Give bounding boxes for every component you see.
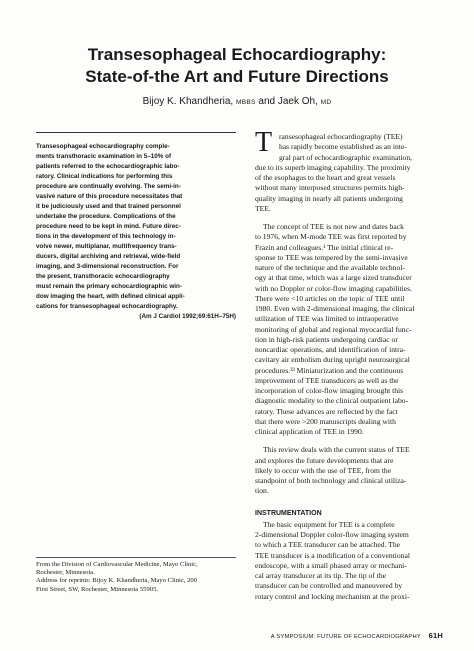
abstract-line: dow imaging the heart, with defined clinical appli- (36, 293, 185, 300)
footnote-line: First Street, SW, Rochester, Minnesota 55905. (36, 585, 159, 593)
running-footer (265, 631, 443, 640)
text-line: incorporation of color-flow imaging brought this (255, 386, 404, 395)
text-line: standpoint of both technology and clinical utiliza- (255, 476, 407, 485)
paragraph-2 (255, 222, 443, 437)
affiliation-text (36, 561, 236, 577)
text-line: TEE. (255, 203, 271, 213)
text-line: nature of the technique and the available technol- (255, 263, 405, 272)
text-line: without many interposed structures permits high- (255, 183, 405, 193)
text-line: Frazin and colleagues.¹ The initial clinical re- (255, 242, 394, 252)
paragraph-3 (255, 445, 443, 496)
text-line: due to its superb imaging capability. The proximity (255, 162, 411, 172)
text-line: TEE transducer is a modification of a conventional (255, 550, 410, 560)
text-line: rotary control and locking mechanism at the proxi- (255, 591, 410, 601)
reprint-address (36, 577, 236, 593)
text-line: utilization of TEE was limited to intraoperative (255, 314, 399, 324)
text-line: procedures.²³ Miniaturization and the continuous (255, 365, 404, 375)
text-line: that there were >200 manuscripts dealing with (255, 416, 396, 426)
text-line: monitoring of global and regional myocardial func- (255, 324, 412, 334)
abstract-line: ratory. Clinical indications for performing this (36, 173, 173, 180)
section-heading: INSTRUMENTATION (255, 509, 322, 517)
text-line: of the esophagus to the heart and great vessels (255, 173, 396, 182)
abstract-line: procedure are continually evolving. The semi-in- (36, 183, 181, 190)
abstract-line: ments transthoracic examination in 5–10% of (36, 153, 172, 160)
text-line: with no Doppler or color-flow imaging capabilities. (255, 283, 412, 293)
author-2: and Jaek Oh, (258, 96, 318, 107)
abstract-line: volve newer, multiplanar, multifrequency trans- (36, 243, 177, 250)
opening-paragraph (255, 127, 443, 214)
text-line: ransesophageal echocardiography (TEE) (279, 132, 403, 141)
text-line: endoscope, with a small phased array or mechani- (255, 560, 407, 570)
paragraph-1 (255, 163, 443, 214)
title-line-2: State-of-the Art and Future Directions (85, 67, 389, 86)
text-line: The concept of TEE is not new and dates back (263, 222, 404, 231)
text-line: There were <10 articles on the topic of TEE until (255, 293, 405, 303)
abstract-line: patients referred to the echocardiographic labo- (36, 163, 180, 170)
abstract-line: procedure need to be kept in mind. Future direc- (36, 223, 181, 230)
drop-cap: T (255, 127, 273, 158)
abstract-line: Transesophageal echocardiography comple- (36, 143, 170, 150)
text-line: quality imaging in nearly all patients undergoing (255, 193, 403, 203)
author-line (40, 96, 434, 107)
text-line: has rapidly become established as an inte- (279, 142, 407, 152)
author-1: Bijoy K. Khandheria, (142, 96, 234, 107)
author-1-degree: MBBS (236, 99, 256, 106)
text-line: The basic equipment for TEE is a complete (263, 519, 395, 529)
abstract-line: ducers, digital archiving and retrieval, wide-field (36, 253, 181, 260)
text-line: transducer can be controlled and maneuvered by (255, 581, 403, 591)
text-line: to 1976, when M-mode TEE was first reported by (255, 232, 407, 242)
text-line: 2-dimensional Doppler color-flow imaging system (255, 530, 409, 539)
text-line: 1980. Even with 2-dimensional imaging, the clinical (255, 304, 415, 313)
text-line: gral part of echocardiographic examination, (279, 152, 413, 162)
text-line: likely to occur with the use of TEE, from the (255, 465, 392, 475)
abstract-line: cations for transesophageal echocardiography. (36, 303, 178, 310)
abstract-line: undertake the procedure. Complications of the (36, 213, 176, 220)
footnote-line: Rochester, Minnesota. (36, 569, 95, 577)
text-line: clinical application of TEE in 1990. (255, 427, 364, 436)
text-line: tion. (255, 486, 269, 496)
journal-section: A SYMPOSIUM: FUTURE OF ECHOCARDIOGRAPHY (270, 634, 421, 640)
body-column (255, 127, 443, 602)
footnote-line: Address for reprints: Bijoy K. Khandheria, Mayo Clinic, 200 (36, 577, 197, 585)
article-title (40, 44, 434, 88)
text-line: tion in high-risk patients undergoing cardiac or (255, 334, 398, 344)
text-line: and explores the future developments that are (255, 455, 394, 465)
page-number: 61H (428, 631, 443, 640)
text-line: ratory. These advances are reflected by the fact (255, 406, 398, 416)
footnote-line: From the Division of Cardiovascular Medicine, Mayo Clinic, (36, 561, 198, 568)
affiliation-footnote (36, 557, 236, 594)
text-line: to which a TEE transducer can be attached. The (255, 540, 400, 550)
drop-cap-lines (255, 127, 443, 163)
text-line: sponse to TEE was tempered by the semi-invasive (255, 252, 408, 262)
abstract (36, 132, 236, 322)
text-line: This review deals with the current status of TEE (263, 445, 410, 455)
text-line: noncardiac operations, and identification of intra- (255, 345, 406, 354)
paragraph-4 (255, 520, 443, 602)
text-line: cavitary air embolism during upright neurosurgical (255, 355, 410, 365)
abstract-line: it be judiciously used and that trained personnel (36, 203, 181, 210)
text-line: cal array transducer at its tip. The tip of the (255, 571, 387, 580)
abstract-line: the present, transthoracic echocardiography (36, 273, 170, 280)
text-line: ogy at that time, which was a large sized transducer (255, 273, 412, 283)
abstract-line: must remain the primary echocardiographic win- (36, 283, 182, 290)
text-line: diagnostic modality to the clinical outpatient labo- (255, 396, 409, 406)
abstract-line: tions in the development of this technology in- (36, 233, 176, 240)
abstract-text (36, 142, 236, 312)
abstract-citation: (Am J Cardiol 1992;69:61H–75H) (139, 313, 236, 320)
abstract-line: imaging, and 3-dimensional reconstruction. For (36, 263, 179, 270)
text-line: improvement of TEE transducers as well as the (255, 375, 399, 385)
title-line-1: Transesophageal Echocardiography: (87, 45, 387, 64)
abstract-line: vasive nature of this procedure necessitates that (36, 193, 183, 200)
author-2-degree: MD (320, 99, 332, 106)
